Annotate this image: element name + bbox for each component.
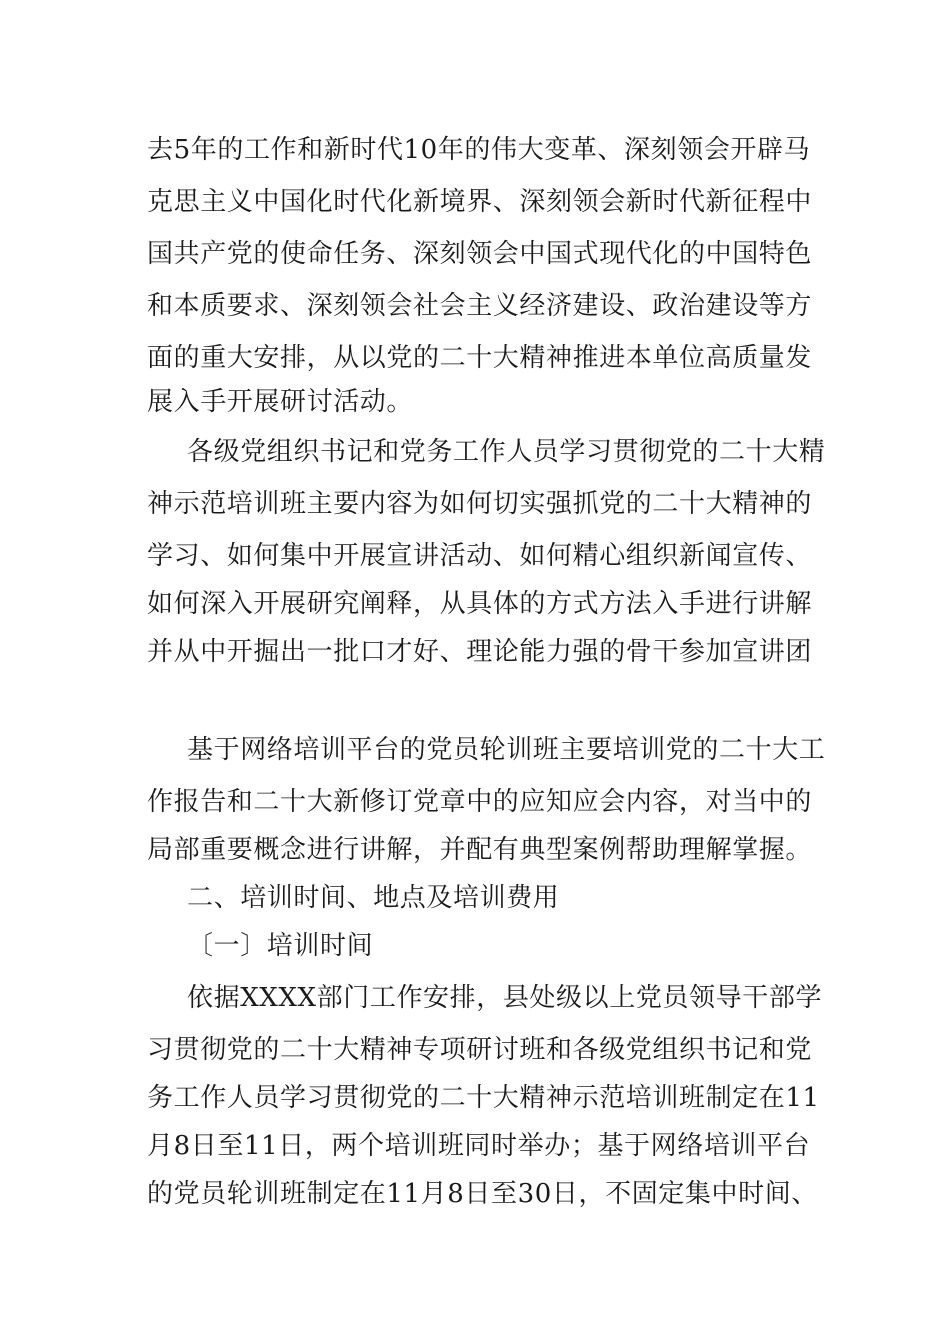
text-line: 去5年的工作和新时代10年的伟大变革、深刻领会开辟马 [147,135,811,165]
paragraph-start-line: 各级党组织书记和党务工作人员学习贯彻党的二十大精 [187,437,826,467]
subsection-heading: 〔一〕培训时间 [187,931,374,961]
text-line: 神示范培训班主要内容为如何切实强抓党的二十大精神的 [147,489,813,519]
text-line: 习贯彻党的二十大精神专项研讨班和各级党组织书记和党 [147,1035,813,1065]
text-line: 展入手开展研讨活动。 [147,387,414,417]
text-line: 国共产党的使命任务、深刻领会中国式现代化的中国特色 [147,239,813,269]
paragraph-start-line: 基于网络培训平台的党员轮训班主要培训党的二十大工 [187,735,826,765]
text-line: 学习、如何集中开展宣讲活动、如何精心组织新闻宣传、 [147,541,813,571]
text-line: 和本质要求、深刻领会社会主义经济建设、政治建设等方 [147,291,813,321]
text-line: 局部重要概念进行讲解，并配有典型案例帮助理解掌握。 [147,835,813,865]
text-line: 如何深入开展研究阐释，从具体的方式方法入手进行讲解 [147,589,813,619]
text-line: 作报告和二十大新修订党章中的应知应会内容，对当中的 [147,787,813,817]
text-line: 月8日至11日，两个培训班同时举办；基于网络培训平台 [147,1131,811,1161]
paragraph-start-line: 依据XXXX部门工作安排，县处级以上党员领导干部学 [187,983,823,1013]
section-heading: 二、培训时间、地点及培训费用 [187,883,560,913]
text-line: 并从中开掘出一批口才好、理论能力强的骨干参加宣讲团 [147,637,813,667]
text-line: 的党员轮训班制定在11月8日至30日，不固定集中时间、 [147,1179,818,1209]
text-line: 面的重大安排，从以党的二十大精神推进本单位高质量发 [147,343,813,373]
text-line: 务工作人员学习贯彻党的二十大精神示范培训班制定在11 [147,1083,820,1113]
text-line: 克思主义中国化时代化新境界、深刻领会新时代新征程中 [147,187,813,217]
